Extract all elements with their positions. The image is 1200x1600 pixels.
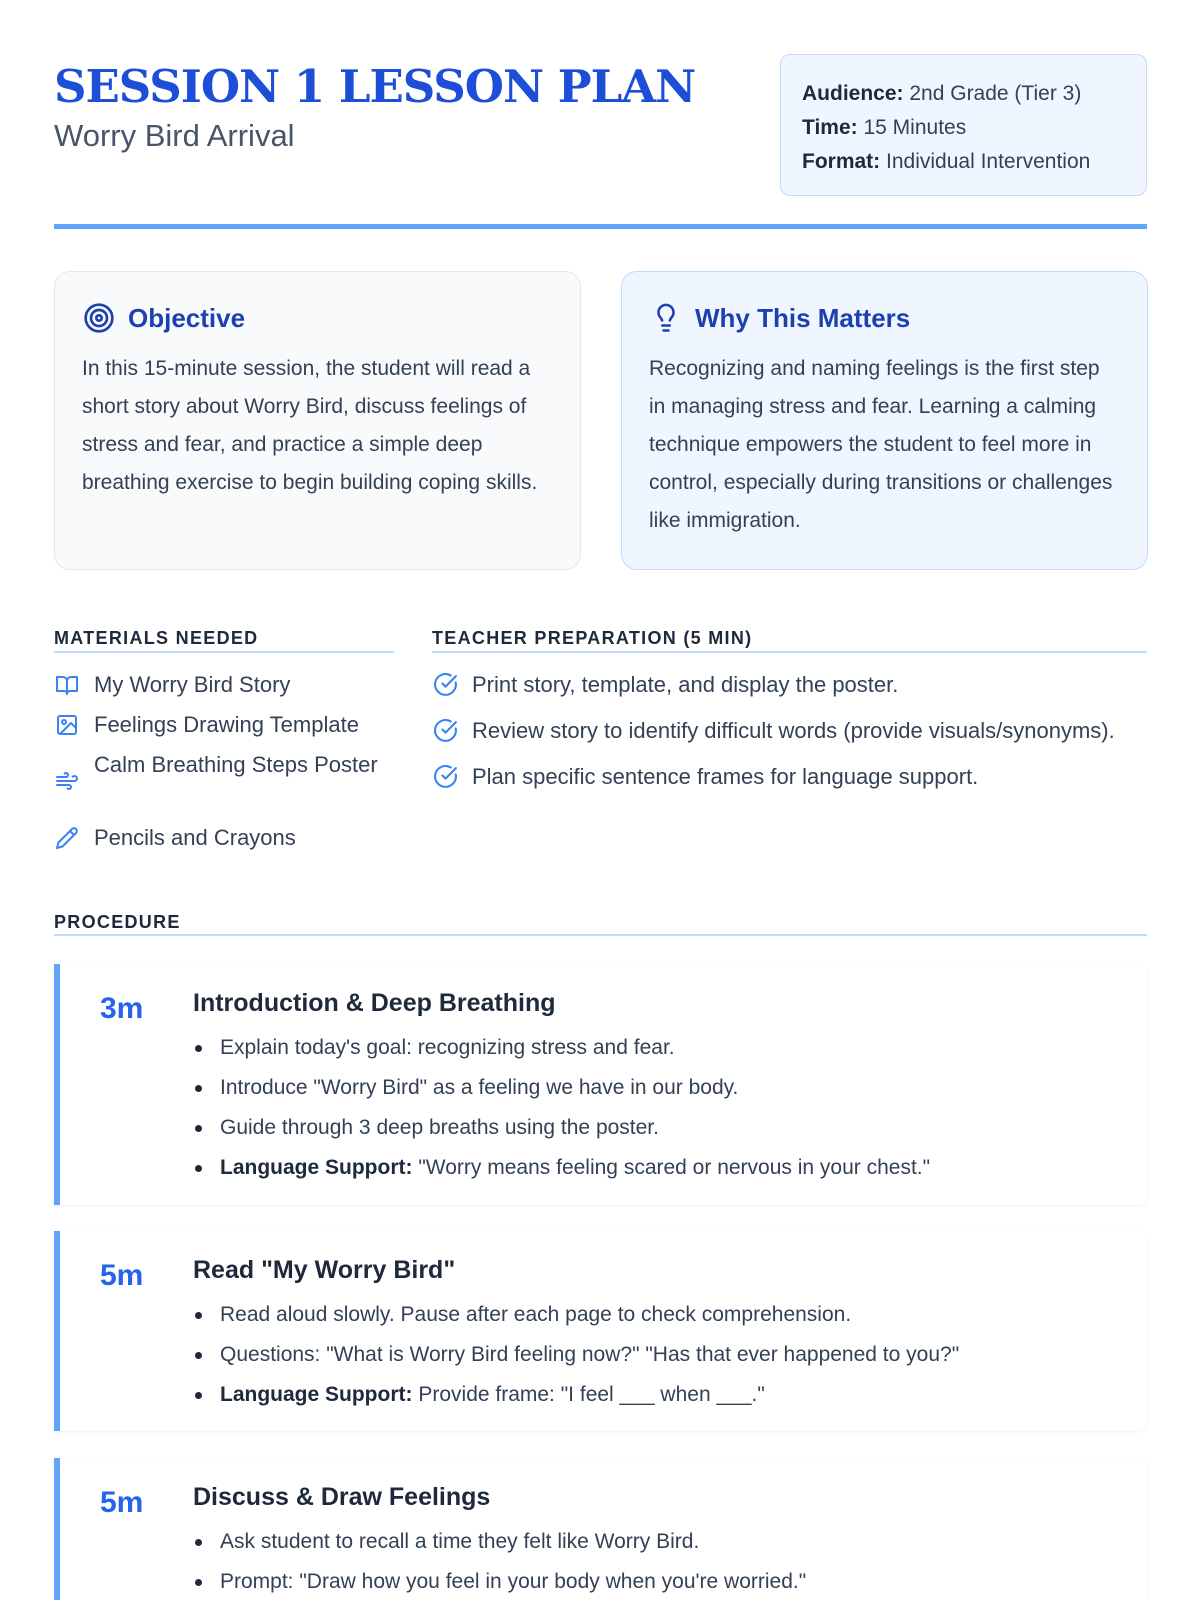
language-support-label: Language Support: xyxy=(220,1383,413,1406)
step-bullet xyxy=(193,1522,1127,1562)
step-content xyxy=(193,1255,1127,1415)
target-icon xyxy=(82,301,116,335)
step-bullet-text: Read aloud slowly. Pause after each page to check comprehension. xyxy=(220,1303,852,1326)
meta-time xyxy=(802,111,1125,145)
preparation-text: Print story, template, and display the poster. xyxy=(472,672,899,697)
materials-list xyxy=(54,668,394,861)
meta-format-value: Individual Intervention xyxy=(886,150,1091,173)
preparation-text: Plan specific sentence frames for language support. xyxy=(472,764,979,789)
book-icon xyxy=(54,668,80,701)
why-title: Why This Matters xyxy=(695,302,911,333)
preparation-divider xyxy=(432,651,1147,653)
step-duration: 5m xyxy=(100,1486,144,1519)
step-bullets xyxy=(193,1028,1127,1188)
procedure-step xyxy=(54,1458,1147,1600)
check-circle-icon xyxy=(432,714,458,747)
step-bullet xyxy=(193,1068,1127,1108)
step-content xyxy=(193,1482,1127,1600)
step-title: Read "My Worry Bird" xyxy=(193,1256,456,1284)
procedure-step xyxy=(54,964,1147,1205)
step-bullet xyxy=(193,1108,1127,1148)
step-bullet xyxy=(193,1295,1127,1335)
objective-title: Objective xyxy=(128,302,246,333)
material-label: Pencils and Crayons xyxy=(94,825,296,850)
objective-header xyxy=(82,300,553,336)
step-bullet xyxy=(193,1562,1127,1600)
step-bullets xyxy=(193,1295,1127,1415)
step-bullet-text: Explain today's goal: recognizing stress and fear. xyxy=(220,1036,675,1059)
step-title: Discuss & Draw Feelings xyxy=(193,1483,491,1511)
page-title: SESSION 1 LESSON PLAN xyxy=(54,60,696,113)
step-bullet-text: Questions: "What is Worry Bird feeling now?" "Has that ever happened to you?" xyxy=(220,1343,960,1366)
objective-text: In this 15-minute session, the student will read a short story about Worry Bird, discuss feelings of stress and fear, and practice a simple deep breathing exercise to begin building coping skills. xyxy=(82,357,538,494)
step-bullet-text: Prompt: "Draw how you feel in your body when you're worried." xyxy=(220,1570,807,1593)
material-item xyxy=(54,748,394,814)
preparation-heading: TEACHER PREPARATION (5 MIN) xyxy=(432,628,753,648)
check-circle-icon xyxy=(432,760,458,793)
materials-heading: MATERIALS NEEDED xyxy=(54,628,259,648)
preparation-item xyxy=(432,714,1147,747)
step-bullet xyxy=(193,1335,1127,1375)
language-support-label: Language Support: xyxy=(220,1156,413,1179)
material-label: Feelings Drawing Template xyxy=(94,712,359,737)
step-bullet xyxy=(193,1375,1127,1415)
preparation-list xyxy=(432,668,1147,806)
material-label: Calm Breathing Steps Poster xyxy=(94,752,378,777)
step-bullet-text: Ask student to recall a time they felt like Worry Bird. xyxy=(220,1530,700,1553)
lightbulb-icon xyxy=(649,301,683,335)
meta-time-label: Time: xyxy=(802,116,858,139)
procedure-divider xyxy=(54,934,1147,936)
step-bullet xyxy=(193,1148,1127,1188)
check-circle-icon xyxy=(432,668,458,701)
pencil-icon xyxy=(54,821,80,854)
meta-audience xyxy=(802,77,1125,111)
step-bullet-text: Introduce "Worry Bird" as a feeling we have in our body. xyxy=(220,1076,739,1099)
meta-audience-value: 2nd Grade (Tier 3) xyxy=(909,82,1082,105)
preparation-item xyxy=(432,760,1147,793)
material-item xyxy=(54,668,394,701)
material-item xyxy=(54,708,394,741)
meta-info-box xyxy=(780,54,1147,196)
meta-format-label: Format: xyxy=(802,150,881,173)
step-bullets xyxy=(193,1522,1127,1600)
why-card xyxy=(621,271,1148,570)
step-bullet xyxy=(193,1028,1127,1068)
step-content xyxy=(193,988,1127,1188)
material-label: My Worry Bird Story xyxy=(94,672,291,697)
procedure-heading: PROCEDURE xyxy=(54,912,181,932)
wind-icon xyxy=(54,748,80,814)
step-duration: 3m xyxy=(100,992,144,1025)
step-duration: 5m xyxy=(100,1259,144,1292)
procedure-step xyxy=(54,1231,1147,1431)
why-header xyxy=(649,300,1120,336)
meta-time-value: 15 Minutes xyxy=(863,116,967,139)
why-text: Recognizing and naming feelings is the first step in managing stress and fear. Learning a calming technique empowers the student to feel more in control, especially during transitions or challenges like immigration. xyxy=(649,357,1113,532)
step-bullet-text: "Worry means feeling scared or nervous in your chest." xyxy=(418,1156,931,1179)
meta-audience-label: Audience: xyxy=(802,82,904,105)
material-item xyxy=(54,821,394,854)
step-title: Introduction & Deep Breathing xyxy=(193,989,556,1017)
page-subtitle: Worry Bird Arrival xyxy=(54,118,295,153)
objective-card xyxy=(54,271,581,570)
materials-divider xyxy=(54,651,394,653)
step-bullet-text: Provide frame: "I feel ___ when ___." xyxy=(418,1383,765,1406)
preparation-text: Review story to identify difficult words (provide visuals/synonyms). xyxy=(472,718,1115,743)
meta-format xyxy=(802,145,1125,179)
header-divider xyxy=(54,224,1147,229)
preparation-item xyxy=(432,668,1147,701)
step-bullet-text: Guide through 3 deep breaths using the poster. xyxy=(220,1116,659,1139)
image-icon xyxy=(54,708,80,741)
